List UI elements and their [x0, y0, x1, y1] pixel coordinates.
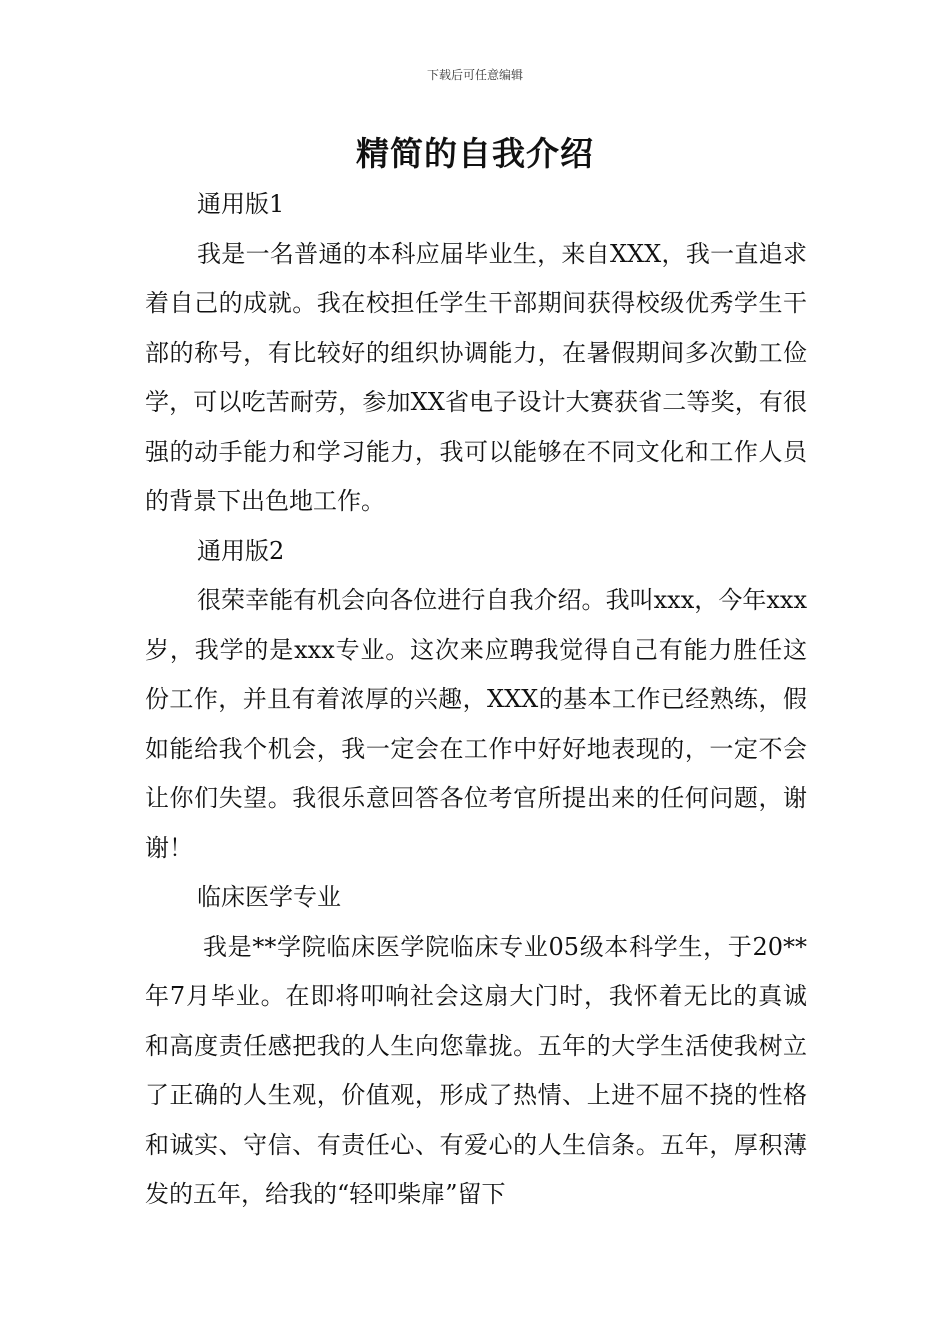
section-general-2	[145, 527, 807, 874]
document-body	[145, 180, 807, 1220]
section-paragraph: 我是一名普通的本科应届毕业生，来自XXX，我一直追求着自己的成就。我在校担任学生干部期间获得校级优秀学生干部的称号，有比较好的组织协调能力，在暑假期间多次勤工俭学，可以吃苦耐劳，参加XX省电子设计大赛获省二等奖，有很强的动手能力和学习能力，我可以能够在不同文化和工作人员的背景下出色地工作。	[145, 239, 807, 515]
section-paragraph: 很荣幸能有机会向各位进行自我介绍。我叫xxx，今年xxx岁，我学的是xxx专业。这次来应聘我觉得自己有能力胜任这份工作，并且有着浓厚的兴趣，XXX的基本工作已经熟练，假如能给我个机会，我一定会在工作中好好地表现的，一定不会让你们失望。我很乐意回答各位考官所提出来的任何问题，谢谢！	[145, 586, 807, 862]
section-heading: 临床医学专业	[197, 883, 341, 911]
section-clinical-medicine	[145, 873, 807, 1220]
section-paragraph: 我是**学院临床医学院临床专业05级本科学生，于20**年7月毕业。在即将叩响社会这扇大门时，我怀着无比的真诚和高度责任感把我的人生向您靠拢。五年的大学生活使我树立了正确的人生观，价值观，形成了热情、上进不屈不挠的性格和诚实、守信、有责任心、有爱心的人生信条。五年，厚积薄发的五年，给我的“轻叩柴扉”留下	[145, 932, 807, 1208]
section-heading: 通用版2	[197, 536, 285, 565]
section-general-1	[145, 180, 807, 527]
header-note: 下载后可任意编辑	[426, 68, 523, 82]
document-title: 精简的自我介绍	[356, 134, 594, 173]
section-heading: 通用版1	[197, 190, 285, 218]
